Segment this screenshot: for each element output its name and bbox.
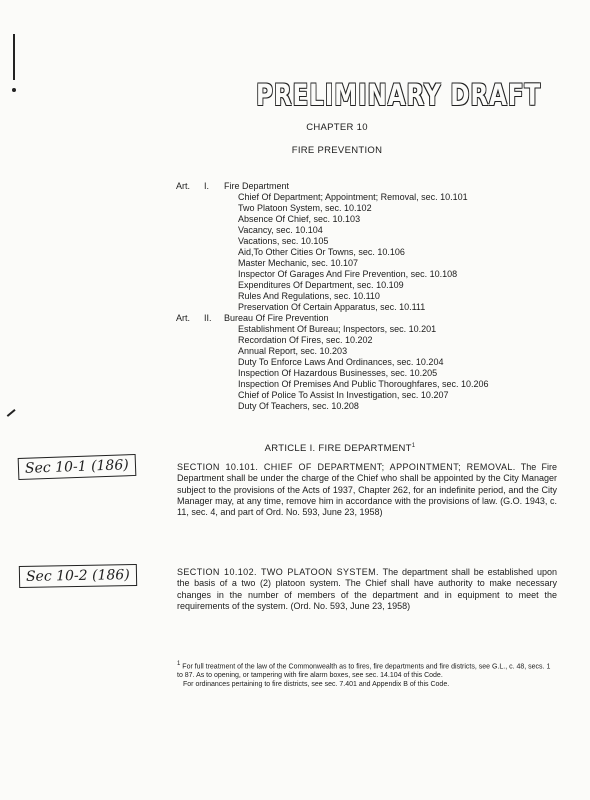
toc-article-1 <box>176 181 289 192</box>
toc-item: Vacations, sec. 10.105 <box>238 236 329 246</box>
article-heading <box>0 443 590 454</box>
toc-item: Inspector Of Garages And Fire Prevention, sec. 10.108 <box>238 269 458 279</box>
toc-art-heading: Bureau Of Fire Prevention <box>224 313 329 323</box>
toc-item: Inspection Of Premises And Public Thoroughfares, sec. 10.206 <box>238 379 489 389</box>
toc-item: Vacancy, sec. 10.104 <box>238 225 323 235</box>
toc-item: Chief of Police To Assist In Investigation, sec. 10.207 <box>238 390 449 400</box>
toc-item: Chief Of Department; Appointment; Removal, sec. 10.101 <box>238 192 468 202</box>
toc-article-2 <box>176 313 329 324</box>
toc-art-number: I. <box>204 181 210 191</box>
section-title: SECTION 10.102. TWO PLATOON SYSTEM. <box>177 567 379 577</box>
toc-item: Two Platoon System, sec. 10.102 <box>238 203 372 213</box>
chapter-title: FIRE PREVENTION <box>291 145 383 156</box>
toc-art-label: Art. <box>176 181 191 191</box>
scan-mark <box>13 34 15 80</box>
footnote-marker: 1 <box>177 661 181 667</box>
toc-item: Master Mechanic, sec. 10.107 <box>238 258 359 268</box>
preliminary-draft-stamp: PRELIMINARY DRAFT <box>256 78 542 112</box>
toc-item: Recordation Of Fires, sec. 10.202 <box>238 335 373 345</box>
footnote-reference: 1 <box>411 443 416 449</box>
section-10-101 <box>177 462 557 518</box>
footnote-text: For ordinances pertaining to fire districts, see sec. 7.401 and Appendix B of this Code. <box>183 680 450 688</box>
toc-item: Duty To Enforce Laws And Ordinances, sec. 10.204 <box>238 357 444 367</box>
handwritten-margin-note: Sec 10-2 (186) <box>19 564 137 588</box>
section-title: SECTION 10.101. CHIEF OF DEPARTMENT; APPOINTMENT; REMOVAL. <box>177 462 516 472</box>
toc-item: Absence Of Chief, sec. 10.103 <box>238 214 361 224</box>
section-body: The department shall be established upon the basis of a two (2) platoon system. The Chief shall have authority to make necessary changes in the number of members of the department and in equipment to meet the requirements of the system. (Ord. No. 593, June 23, 1958) <box>177 567 557 611</box>
toc-item: Rules And Regulations, sec. 10.110 <box>238 291 380 301</box>
toc-item: Inspection Of Hazardous Businesses, sec. 10.205 <box>238 368 438 378</box>
toc-item: Preservation Of Certain Apparatus, sec. 10.111 <box>238 302 426 312</box>
footnote-text: For full treatment of the law of the Commonwealth as to fires, fire departments and fire districts, see G.L., c. 48, secs. 1 to 87. As to opening, or tampering with fire alarm boxes, see sec. 14.104 of this Code. <box>177 663 551 679</box>
toc-art-number: II. <box>204 313 212 323</box>
article-heading-text: ARTICLE I. FIRE DEPARTMENT <box>264 443 412 455</box>
footnote-line <box>177 660 557 681</box>
toc-art-label: Art. <box>176 313 191 323</box>
footnote-line <box>177 681 557 690</box>
toc-item: Annual Report, sec. 10.203 <box>238 346 348 356</box>
toc-item: Establishment Of Bureau; Inspectors, sec. 10.201 <box>238 324 437 334</box>
handwritten-margin-note: Sec 10-1 (186) <box>18 454 136 480</box>
toc-item: Aid,To Other Cities Or Towns, sec. 10.106 <box>238 247 405 257</box>
footnote <box>177 660 557 689</box>
section-10-102 <box>177 567 557 612</box>
toc-item: Duty Of Teachers, sec. 10.208 <box>238 401 359 411</box>
toc-item: Expenditures Of Department, sec. 10.109 <box>238 280 404 290</box>
scan-mark <box>7 409 16 417</box>
scan-mark <box>12 88 16 92</box>
section-body: The Fire Department shall be under the charge of the Chief who shall be appointed by the City Manager subject to the provisions of the Acts of 1937, Chapter 262, for an indefinite period, and the City Manager may, at any time, remove him in accordance with the provisions of law. (G.O. 1943, c. 11, sec. 4, and part of Ord. No. 593, June 23, 1958) <box>177 462 557 518</box>
chapter-number: CHAPTER 10 <box>306 122 368 133</box>
toc-art-heading: Fire Department <box>224 181 290 191</box>
